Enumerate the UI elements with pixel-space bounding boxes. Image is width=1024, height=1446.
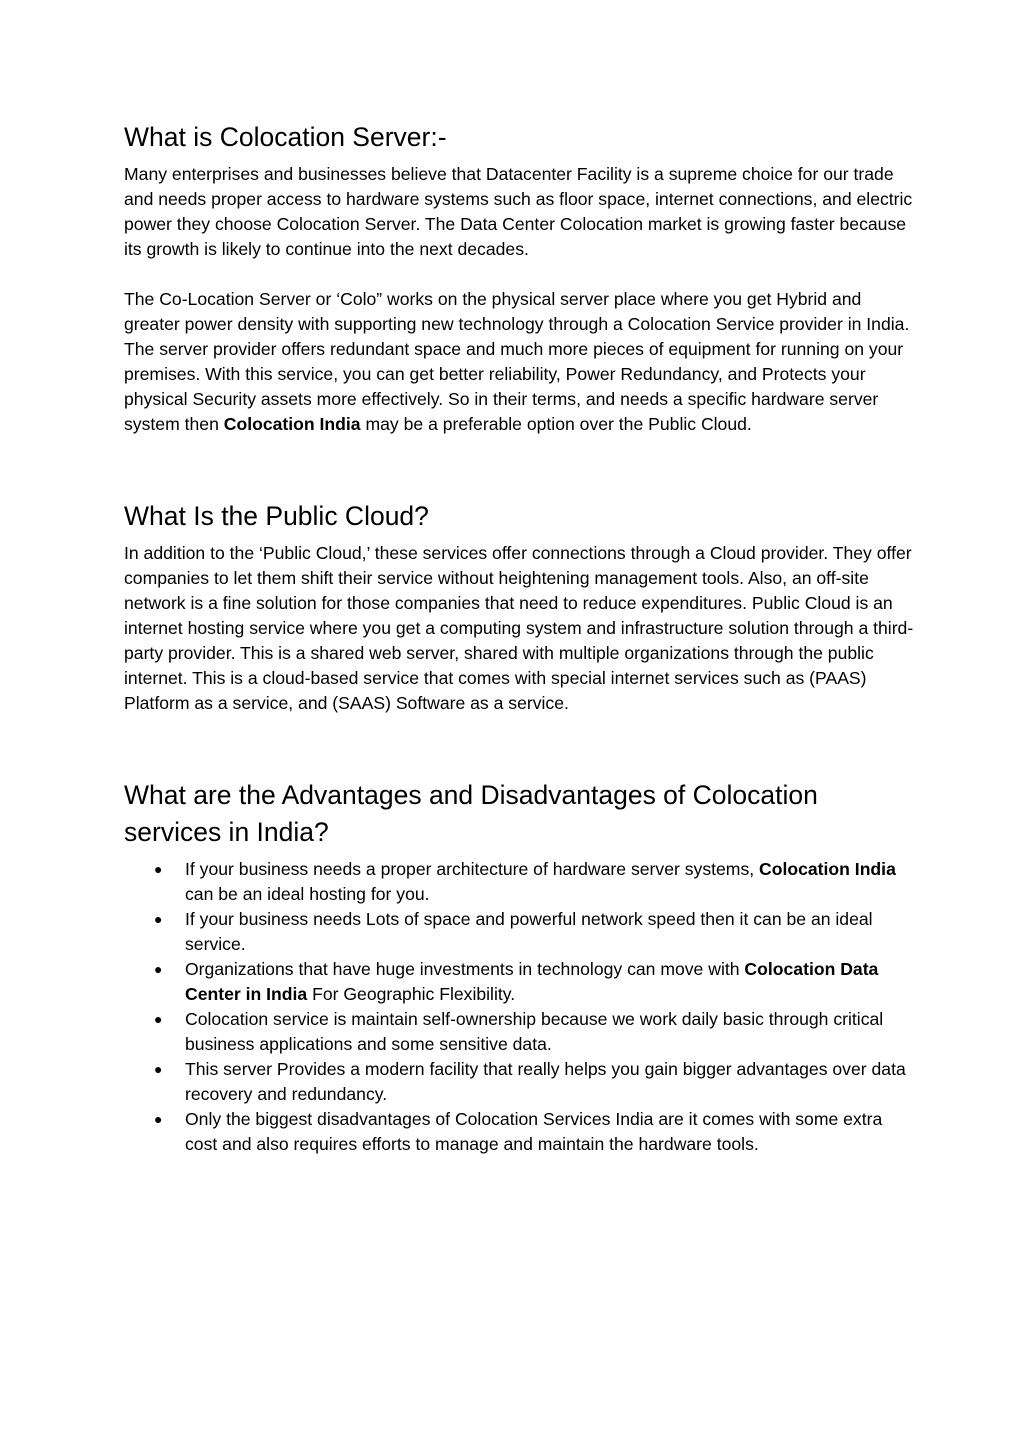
bullet-icon: ● <box>154 1061 163 1077</box>
bullet-icon: ● <box>154 1011 163 1027</box>
bullet-icon: ● <box>154 961 163 977</box>
bullet-icon: ● <box>154 911 163 927</box>
list-item-text: If your business needs Lots of space and powerful network speed then it can be an ideal service. <box>185 909 873 954</box>
bold-colocation-data-center: Colocation Data Center in India <box>185 959 879 1004</box>
list-item-text: Colocation service is maintain self-ownership because we work daily basic through critical business applications and some sensitive data. <box>185 1009 884 1054</box>
list-item <box>124 1007 914 1057</box>
paragraph-public-cloud: In addition to the ‘Public Cloud,’ these services offer connections through a Cloud provider. They offer companies to let them shift their service without heightening management tools. Also, an off-site network is a fine solution for those companies that need to reduce expenditures. Public Cloud is an internet hosting service where you get a computing system and infrastructure solution through a third-party provider. This is a shared web server, shared with multiple organizations through the public internet. This is a cloud-based service that comes with special internet services such as (PAAS) Platform as a service, and (SAAS) Software as a service. <box>124 543 914 713</box>
list-item-text: Only the biggest disadvantages of Colocation Services India are it comes with some extra cost and also requires efforts to manage and maintain the hardware tools. <box>185 1109 883 1154</box>
list-item <box>124 957 914 1007</box>
list-item-text-2: For Geographic Flexibility. <box>307 984 516 1004</box>
paragraph-colo-text-1: The Co-Location Server or ‘Colo” works on the physical server place where you get Hybrid and greater power density with supporting new technology through a Colocation Service provider in India. The server provider offers redundant space and much more pieces of equipment for running on your premises. With this service, you can get better reliability, Power Redundancy, and Protects your physical Security assets more effectively. So in their terms, and needs a specific hardware server system then <box>124 289 910 434</box>
list-item-text-2: can be an ideal hosting for you. <box>185 884 430 904</box>
list-item <box>124 1107 914 1157</box>
advantages-list <box>124 857 914 1157</box>
section-spacer <box>124 716 914 777</box>
paragraph-spacer <box>124 262 914 287</box>
list-item <box>124 1057 914 1107</box>
list-item-text: This server Provides a modern facility that really helps you gain bigger advantages over data recovery and redundancy. <box>185 1059 906 1104</box>
bullet-icon: ● <box>154 1111 163 1127</box>
paragraph-colo-text-2: may be a preferable option over the Public Cloud. <box>360 414 752 434</box>
heading-public-cloud: What Is the Public Cloud? <box>124 501 429 531</box>
heading-line-2: services in India? <box>124 817 329 847</box>
bullet-icon: ● <box>154 861 163 877</box>
heading-line-1: What are the Advantages and Disadvantages of Colocation <box>124 780 818 810</box>
document-page <box>124 119 914 1157</box>
bold-colocation-india: Colocation India <box>223 414 361 434</box>
list-item <box>124 857 914 907</box>
heading-colocation-server: What is Colocation Server:- <box>124 122 447 152</box>
paragraph-colo-description <box>124 287 914 437</box>
heading-advantages-disadvantages <box>124 777 914 851</box>
list-item <box>124 907 914 957</box>
paragraph-colocation-intro: Many enterprises and businesses believe that Datacenter Facility is a supreme choice for our trade and needs proper access to hardware systems such as floor space, internet connections, and electric power they choose Colocation Server. The Data Center Colocation market is growing faster because its growth is likely to continue into the next decades. <box>124 164 913 259</box>
list-item-text-1: If your business needs a proper architecture of hardware server systems, <box>185 859 760 879</box>
list-item-text-1: Organizations that have huge investments in technology can move with <box>185 959 745 979</box>
section-spacer <box>124 437 914 498</box>
bold-colocation-india: Colocation India <box>759 859 896 879</box>
